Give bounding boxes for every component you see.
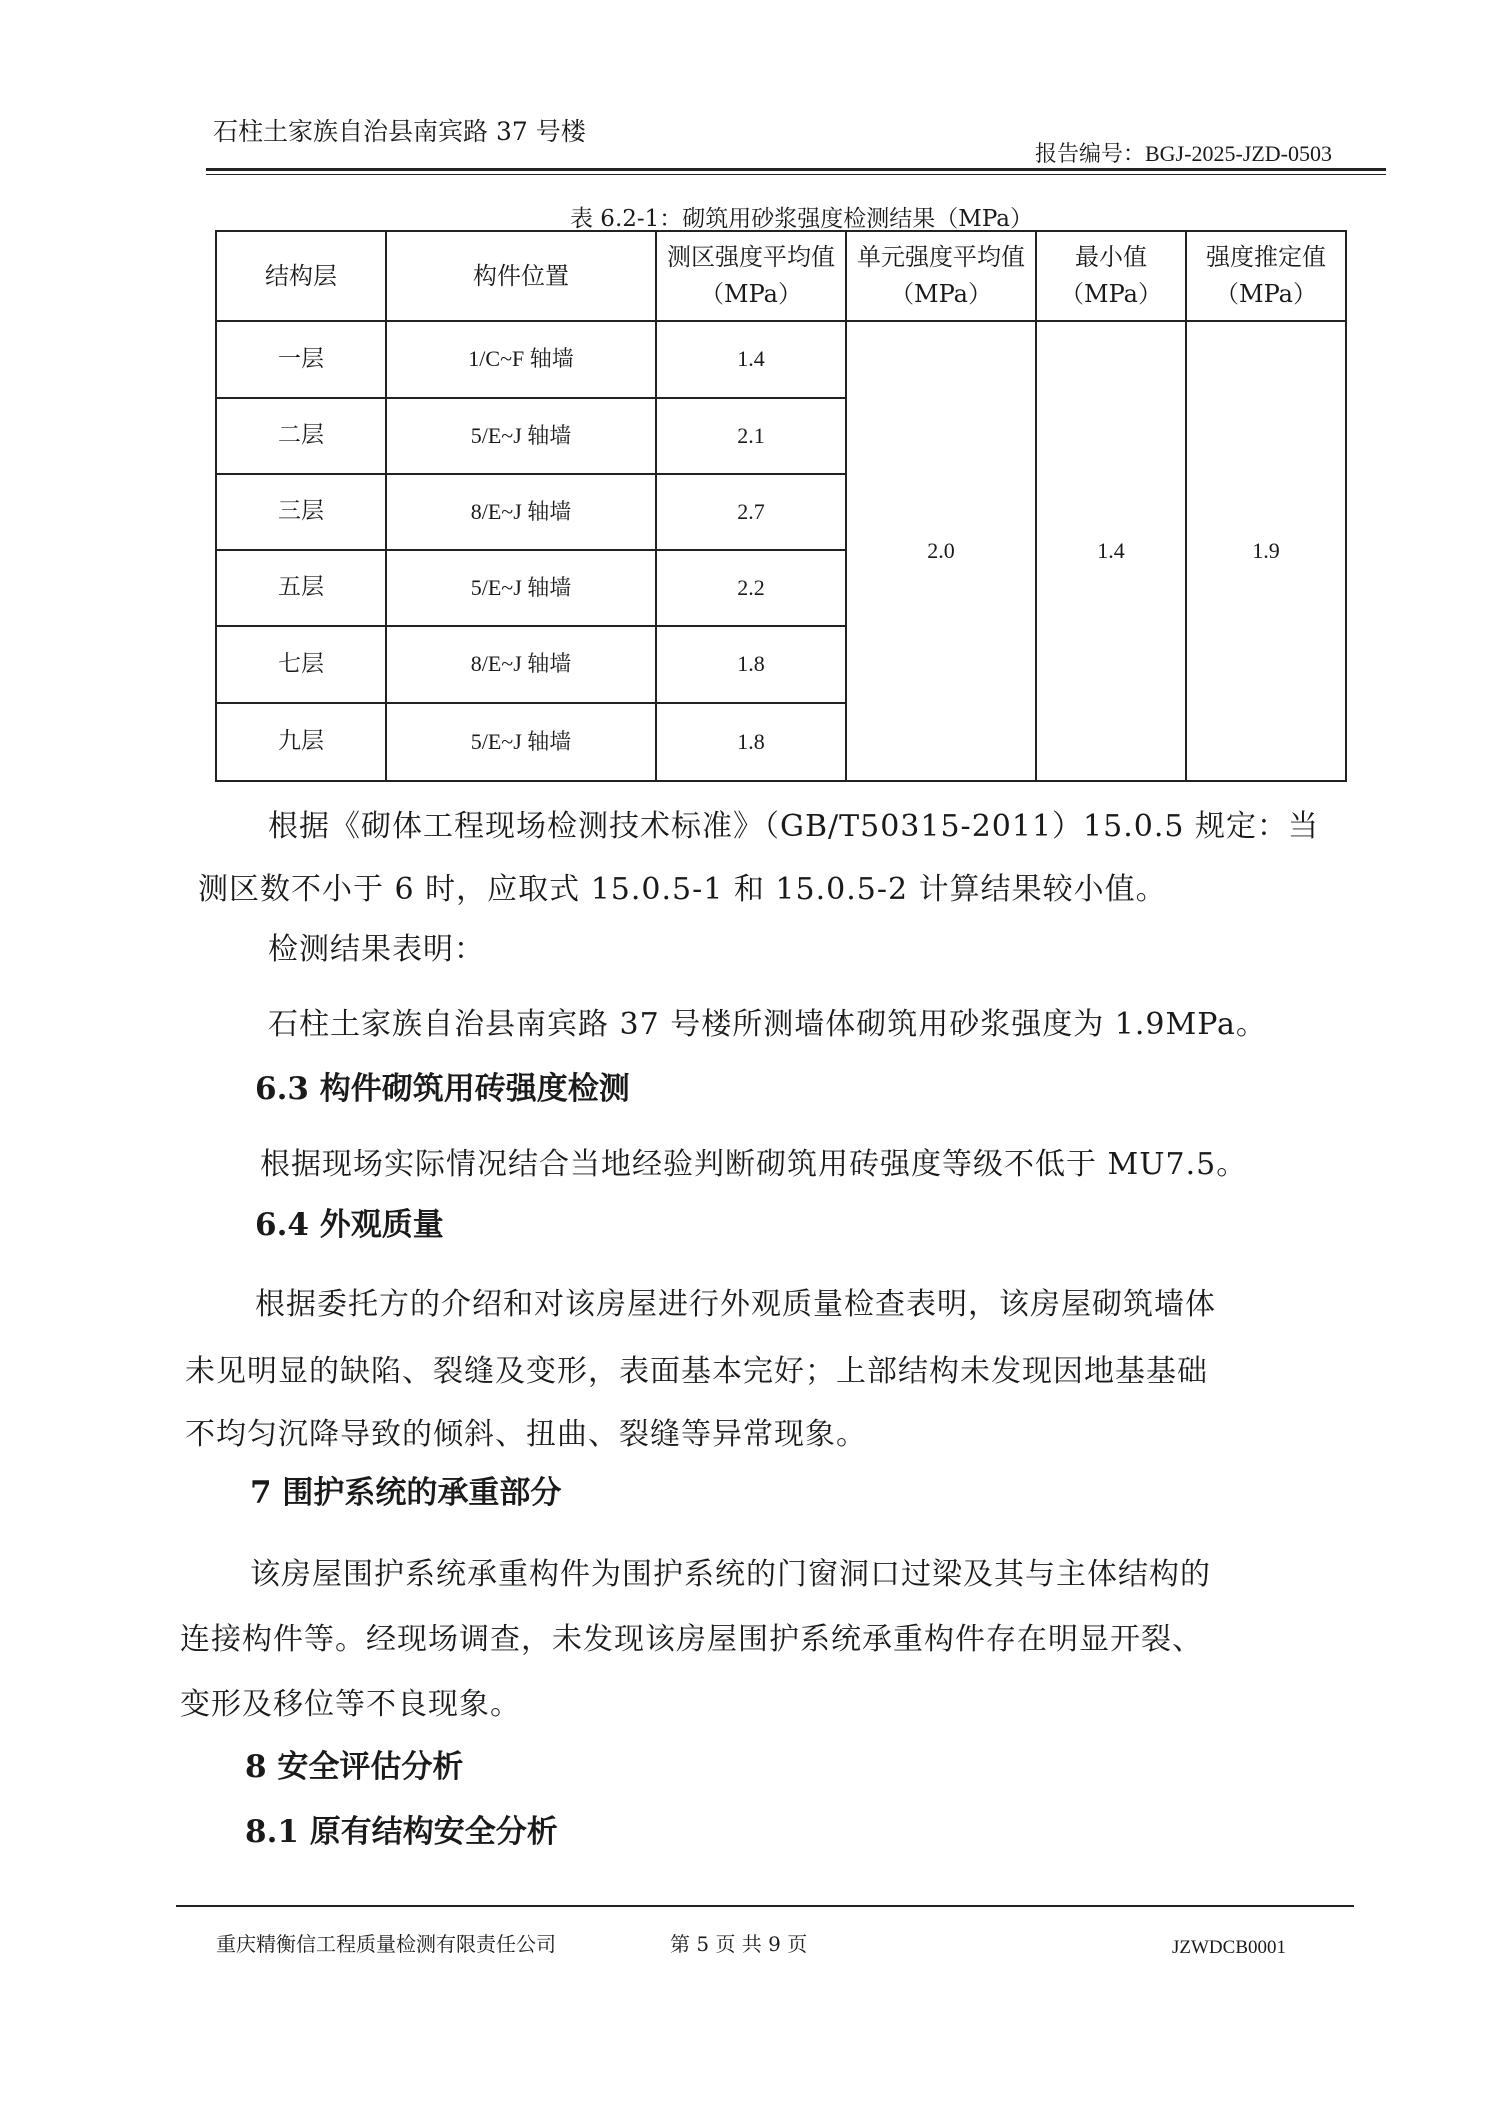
estimated-cell: 1.9: [1186, 321, 1346, 781]
col-header-estimated: 强度推定值（MPa）: [1186, 231, 1346, 321]
paragraph-results: 石柱土家族自治县南宾路 37 号楼所测墙体砌筑用砂浆强度为 1.9MPa。: [268, 1007, 1267, 1042]
heading-6-3: 6.3 构件砌筑用砖强度检测: [255, 1071, 630, 1107]
floor-cell: 九层: [216, 703, 386, 781]
footer-doc-code: JZWDCB0001: [1172, 1937, 1286, 1958]
paragraph-standard-line1: 根据《砌体工程现场检测技术标准》（GB/T50315-2011）15.0.5 规定：当: [268, 809, 1320, 844]
zone-avg-cell: 1.8: [656, 703, 846, 781]
min-cell: 1.4: [1036, 321, 1186, 781]
heading-8-1: 8.1 原有结构安全分析: [245, 1814, 558, 1850]
zone-avg-cell: 2.2: [656, 550, 846, 626]
table-caption: 表 6.2-1：砌筑用砂浆强度检测结果（MPa）: [570, 206, 1033, 232]
footer-company: 重庆精衡信工程质量检测有限责任公司: [216, 1932, 556, 1956]
heading-7: 7 围护系统的承重部分: [250, 1475, 562, 1511]
floor-cell: 五层: [216, 550, 386, 626]
paragraph-enclosure-line3: 变形及移位等不良现象。: [180, 1687, 521, 1722]
floor-cell: 三层: [216, 474, 386, 550]
header-report-number: 报告编号：BGJ-2025-JZD-0503: [1035, 141, 1332, 166]
footer-rule: [176, 1905, 1354, 1907]
mortar-strength-table: [215, 230, 1347, 782]
col-header-floor: 结构层: [216, 231, 386, 321]
paragraph-results-intro: 检测结果表明：: [268, 932, 485, 967]
header-rule: [206, 168, 1386, 171]
table-header-row: [216, 231, 1346, 321]
paragraph-appearance-line2: 未见明显的缺陷、裂缝及变形，表面基本完好；上部结构未发现因地基基础: [185, 1354, 1208, 1389]
paragraph-appearance-line3: 不均匀沉降导致的倾斜、扭曲、裂缝等异常现象。: [185, 1417, 867, 1452]
heading-6-4: 6.4 外观质量: [255, 1207, 444, 1243]
footer-page-number: 第 5 页 共 9 页: [670, 1932, 808, 1956]
position-cell: 5/E~J 轴墙: [386, 550, 656, 626]
zone-avg-cell: 2.7: [656, 474, 846, 550]
col-header-position: 构件位置: [386, 231, 656, 321]
unit-avg-cell: 2.0: [846, 321, 1036, 781]
paragraph-enclosure-line1: 该房屋围护系统承重构件为围护系统的门窗洞口过梁及其与主体结构的: [250, 1557, 1211, 1592]
zone-avg-cell: 2.1: [656, 398, 846, 474]
position-cell: 1/C~F 轴墙: [386, 321, 656, 397]
floor-cell: 二层: [216, 398, 386, 474]
header-project: 石柱土家族自治县南宾路 37 号楼: [213, 117, 586, 146]
col-header-min: 最小值（MPa）: [1036, 231, 1186, 321]
paragraph-enclosure-line2: 连接构件等。经现场调查，未发现该房屋围护系统承重构件存在明显开裂、: [180, 1622, 1203, 1657]
table-row: [216, 321, 1346, 397]
paragraph-standard-line2: 测区数不小于 6 时，应取式 15.0.5-1 和 15.0.5-2 计算结果较小值。: [198, 872, 1167, 907]
position-cell: 8/E~J 轴墙: [386, 474, 656, 550]
zone-avg-cell: 1.8: [656, 626, 846, 702]
header-rule-thin: [206, 174, 1386, 175]
zone-avg-cell: 1.4: [656, 321, 846, 397]
paragraph-brick-strength: 根据现场实际情况结合当地经验判断砌筑用砖强度等级不低于 MU7.5。: [260, 1147, 1248, 1182]
col-header-zone-avg: 测区强度平均值（MPa）: [656, 231, 846, 321]
position-cell: 5/E~J 轴墙: [386, 703, 656, 781]
position-cell: 5/E~J 轴墙: [386, 398, 656, 474]
col-header-unit-avg: 单元强度平均值（MPa）: [846, 231, 1036, 321]
heading-8: 8 安全评估分析: [245, 1749, 464, 1785]
position-cell: 8/E~J 轴墙: [386, 626, 656, 702]
paragraph-appearance-line1: 根据委托方的介绍和对该房屋进行外观质量检查表明，该房屋砌筑墙体: [255, 1287, 1216, 1322]
floor-cell: 一层: [216, 321, 386, 397]
floor-cell: 七层: [216, 626, 386, 702]
